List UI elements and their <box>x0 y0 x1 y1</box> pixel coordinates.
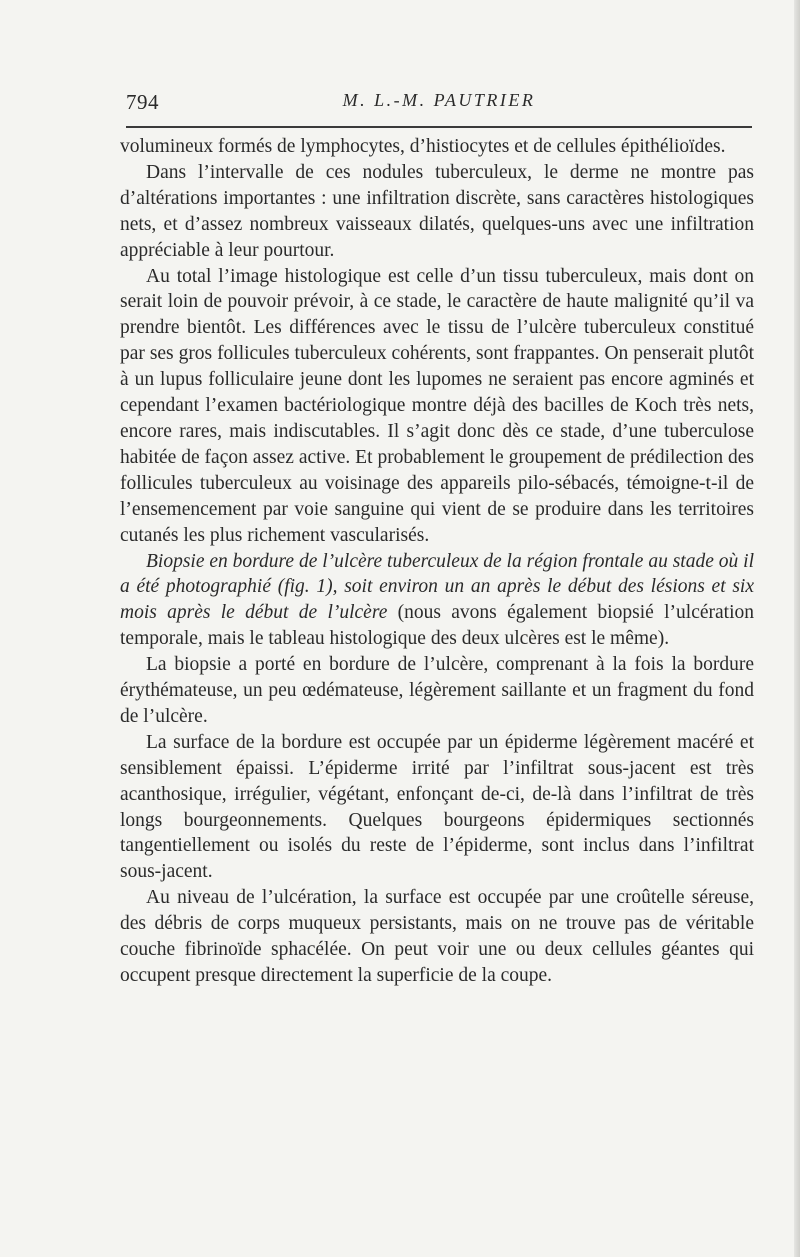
paragraph-text: Dans l’intervalle de ces nodules tuberculeux, le derme ne montre pas d’altérations importantes : une infiltration discrète, sans caractères histologiques nets, et d’assez nombreux vaisseaux dilatés, quelques-uns avec une infiltration appréciable à leur pourtour. <box>120 161 754 261</box>
paragraph <box>120 134 754 160</box>
running-head: M. L.-M. PAUTRIER <box>342 90 536 110</box>
page-header <box>126 86 752 120</box>
paragraph <box>120 160 754 264</box>
paragraph-text: La biopsie a porté en bordure de l’ulcère, comprenant à la fois la bordure érythémateuse, un peu œdémateuse, légèrement saillante et un fragment du fond de l’ulcère. <box>120 654 754 727</box>
paragraph <box>120 885 754 989</box>
italic-lead: Biopsie en bordure de l’ulcère tuberculeux de la région frontale au stade où il a été photographié (fig. 1), soit environ un an après le début des lésions et six mois après le début de l’ulcère <box>120 550 754 624</box>
paragraph <box>120 264 754 549</box>
paragraph-text: La surface de la bordure est occupée par un épiderme légèrement macéré et sensiblement épaissi. L’épiderme irrité par l’infiltrat sous-jacent est très acanthosique, irrégulier, végétant, enfonçant de-ci, de-là dans l’infiltrat de très longs bourgeonnements. Quelques bourgeons épidermiques sectionnés tangentiellement ou isolés du reste de l’épiderme, sont inclus dans l’infiltrat sous-jacent. <box>120 731 754 883</box>
paragraph <box>120 730 754 885</box>
paragraph-text: (nous avons également biopsié l’ulcération temporale, mais le tableau histologique des deux ulcères est le même). <box>120 602 754 650</box>
paragraph <box>120 652 754 730</box>
paragraph-text: Au total l’image histologique est celle d’un tissu tuberculeux, mais dont on serait loin de pouvoir prévoir, à ce stade, le caractère de haute malignité qu’il va prendre bientôt. Les différences avec le tissu de l’ulcère tuberculeux constitué par ses gros follicules tuberculeux cohérents, sont frappantes. On penserait plutôt à un lupus folliculaire jeune dont les lupomes ne seraient pas encore agminés et cependant l’examen bactériologique montre déjà des bacilles de Koch très nets, encore rares, mais indiscutables. Il s’agit donc dès ce stade, d’une tuberculose habitée de façon assez active. Et probablement le groupement de prédilection des follicules tuberculeux au voisinage des appareils pilo-sébacés, témoigne-t-il de l’ensemencement par voie sanguine qui vient de se produire dans les territoires cutanés les plus richement vascularisés. <box>120 265 754 546</box>
page-edge-shadow <box>794 0 800 1257</box>
paragraph-text: Au niveau de l’ulcération, la surface est occupée par une croûtelle séreuse, des débris de corps muqueux persistants, mais on ne trouve pas de véritable couche fibrinoïde sphacélée. On peut voir une ou deux cellules géantes qui occupent presque directement la superficie de la coupe. <box>120 887 754 986</box>
header-rule <box>126 126 752 128</box>
page-number: 794 <box>126 90 159 114</box>
body-text <box>120 134 754 989</box>
paragraph-text: volumineux formés de lymphocytes, d’histiocytes et de cellules épithélioïdes. <box>120 136 726 157</box>
paragraph-biopsy-heading <box>120 549 754 653</box>
